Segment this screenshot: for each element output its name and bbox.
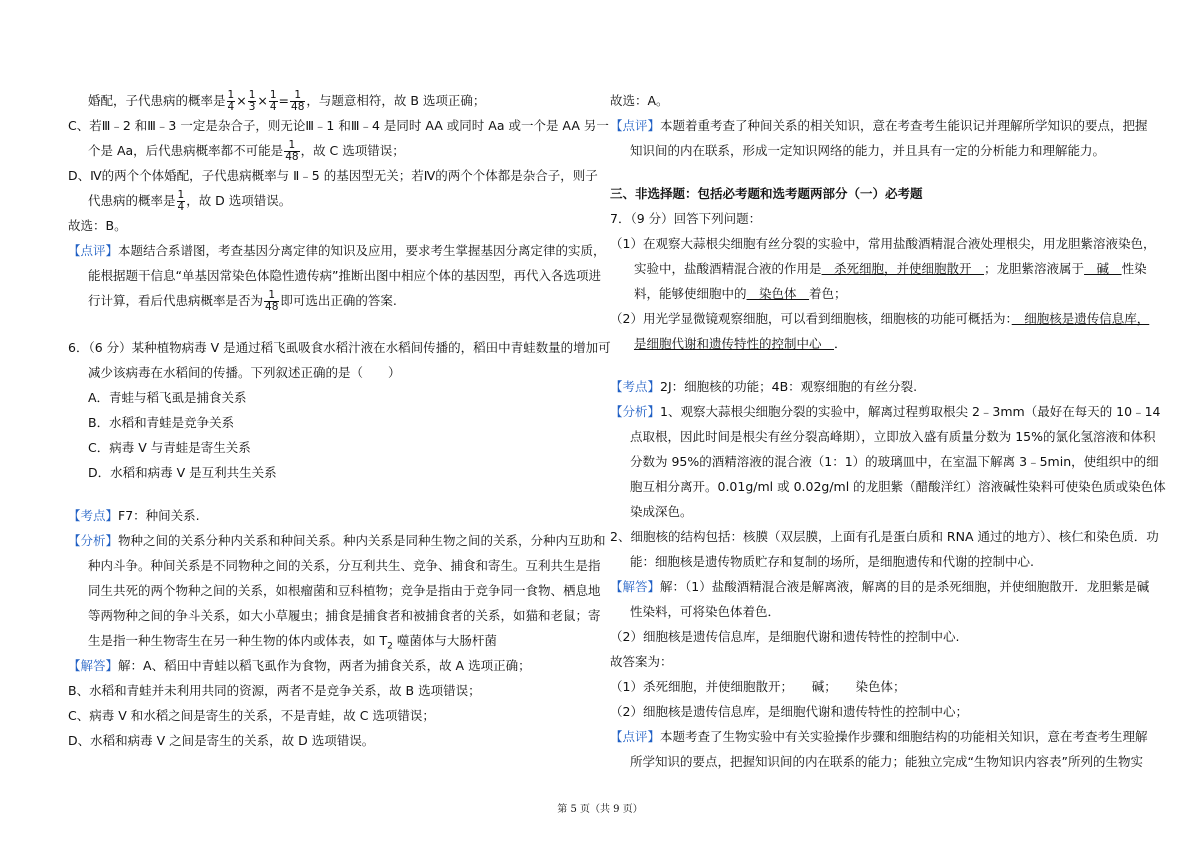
fraction (264, 290, 279, 313)
numerator: 1 (284, 140, 299, 152)
text: 即可选出正确的答案. (280, 293, 397, 308)
fraction (284, 140, 299, 163)
numerator: 1 (290, 90, 305, 102)
spacer (610, 356, 1132, 374)
fraction (227, 90, 236, 113)
option-b: B．水稻和青蛙是竞争关系 (88, 415, 235, 430)
solution-line-1 (68, 653, 586, 678)
solution-line-4: 故答案为： (610, 654, 673, 669)
analysis-line-4: 胞互相分离开。0.01g/ml 或 0.02g/ml 的龙胆紫（醋酸洋红）溶液碱性染料可使染色质或染色体 (630, 479, 1166, 494)
analysis-line-2: 种内斗争。种间关系是不同物种之间的关系，分互利共生、竞争、捕食和寄生。互利共生是指 (88, 558, 601, 573)
analysis-line-3: 分数为 95%的酒精溶液的混合液（1：1）的玻璃皿中，在室温下解离 3﹣5min，使组织中的细 (630, 454, 1159, 469)
knowledge-point (68, 503, 586, 528)
analysis-line-1 (610, 399, 1161, 424)
text: 生是指一种生物寄生在另一种生物的体内或体表，如 T (88, 633, 388, 648)
section-heading: 三、非选择题：包括必考题和选考题两部分（一）必考题 (610, 186, 923, 201)
question-7-1-line-3 (610, 281, 1132, 306)
solution-line-2: B、水稻和青蛙并未利用共同的资源，两者不是竞争关系，故 B 选项错误； (68, 683, 481, 698)
answer-choice: 故选：B。 (68, 218, 127, 233)
text: 个是 Aa，后代患病概率都不可能是 (88, 143, 284, 158)
denominator: 48 (265, 301, 279, 313)
text: 行计算，看后代患病概率是否为 (88, 293, 264, 308)
review-tag: 【点评】 (610, 729, 661, 744)
solution-line-2: 性染料，可将染色体着色． (630, 604, 781, 619)
text: 代患病的概率是 (88, 193, 176, 208)
right-column (610, 88, 1166, 774)
answer-blank: 细胞核是遗传信息库， (1011, 311, 1150, 326)
solution-tag: 【解答】 (68, 658, 119, 673)
spacer (68, 485, 586, 503)
text: 解：（1）盐酸酒精混合液是解离液，解离的目的是杀死细胞，并使细胞散开．龙胆紫是碱 (660, 579, 1150, 594)
question-6-line-1: 6．（6 分）某种植物病毒 V 是通过稻飞虱吸食水稻汁液在水稻间传播的，稻田中青蛙数量的增加可 (68, 340, 611, 355)
analysis-line-7: 能：细胞核是遗传物质贮存和复制的场所，是细胞遗传和代谢的控制中心. (630, 554, 1034, 569)
analysis-line-3: 同生共死的两个物种之间的关系，如根瘤菌和豆科植物；竞争是指由于竞争同一食物、栖息地 (88, 583, 601, 598)
review-tag: 【点评】 (68, 243, 119, 258)
analysis-line-6: 2、细胞核的结构包括：核膜（双层膜，上面有孔是蛋白质和 RNA 通过的地方）、核仁和染色质．功 (610, 529, 1159, 544)
times-sign: × (236, 93, 247, 108)
solution-line-3: C、病毒 V 和水稻之间是寄生的关系，不是青蛙，故 C 选项错误； (68, 708, 435, 723)
denominator: 4 (269, 101, 277, 113)
numerator: 1 (269, 89, 277, 101)
review-tag: 【点评】 (610, 118, 661, 133)
knowledge-point (610, 374, 1132, 399)
subscript: 2 (387, 641, 393, 652)
text: 本题着重考查了种间关系的相关知识，意在考查考生能识记并理解所学知识的要点，把握 (660, 118, 1148, 133)
option-a: A．青蛙与稻飞虱是捕食关系 (88, 390, 247, 405)
option-c: C．病毒 V 与青蛙是寄生关系 (88, 440, 251, 455)
question-7-2-line-1 (610, 306, 1150, 331)
fraction (269, 90, 278, 113)
answer-blank: 碱 (1084, 261, 1122, 276)
fraction (177, 190, 186, 213)
option-c-line-2 (68, 138, 586, 163)
question-7-2-line-2 (610, 331, 1132, 356)
denominator: 3 (248, 101, 256, 113)
text: ，故 D 选项错误。 (186, 193, 292, 208)
review-line-3 (68, 288, 586, 313)
question-6-line-2: 减少该病毒在水稻间的传播。下列叙述正确的是（ ） (88, 365, 401, 380)
spacer (68, 313, 586, 335)
text: ；龙胆紫溶液属于 (984, 261, 1085, 276)
numerator: 1 (227, 89, 235, 101)
option-d-line-1: D、Ⅳ的两个个体婚配，子代患病概率与 Ⅱ﹣5 的基因型无关；若Ⅳ的两个个体都是杂合子，则子 (68, 168, 598, 183)
solution-line-3: （2）细胞核是遗传信息库，是细胞代谢和遗传特性的控制中心. (610, 629, 960, 644)
times-sign: × (257, 93, 268, 108)
analysis-tag: 【分析】 (610, 404, 661, 419)
left-line-1 (68, 88, 586, 113)
analysis-line-2: 点取根，因此时间是根尖有丝分裂高峰期），立即放入盛有质量分数为 15%的氯化氢溶液和体积 (630, 429, 1156, 444)
review-line-1 (610, 113, 1148, 138)
solution-tag: 【解答】 (610, 579, 661, 594)
equals-sign: = (278, 93, 290, 108)
denominator: 4 (227, 101, 235, 113)
solution-line-5: （1）杀死细胞，并使细胞散开； 碱； 染色体； (610, 679, 906, 694)
text: （2）用光学显微镜观察细胞，可以看到细胞核，细胞核的功能可概括为： (610, 311, 1012, 326)
fraction (248, 90, 257, 113)
spacer (610, 163, 1132, 181)
answer-blank: 是细胞代谢和遗传特性的控制中心 (634, 336, 835, 351)
answer-blank: 杀死细胞，并使细胞散开 (821, 261, 985, 276)
text: ，与题意相符，故 B 选项正确； (306, 93, 486, 108)
text: 着色； (809, 286, 847, 301)
numerator: 1 (264, 290, 279, 302)
kp-tag: 【考点】 (610, 379, 661, 394)
question-7-1-line-1: （1）在观察大蒜根尖细胞有丝分裂的实验中，常用盐酸酒精混合液处理根尖，用龙胆紫溶液染色， (610, 236, 1156, 251)
question-7: 7．（9 分）回答下列问题： (610, 211, 762, 226)
option-d: D．水稻和病毒 V 是互利共生关系 (88, 465, 277, 480)
analysis-line-5: 染成深色。 (630, 504, 693, 519)
solution-line-1 (610, 574, 1150, 599)
text: 本题结合系谱图，考查基因分离定律的知识及应用，要求考生掌握基因分离定律的实质， (118, 243, 606, 258)
text: ，故 C 选项错误； (300, 143, 405, 158)
option-d-line-2 (68, 188, 586, 213)
text: 1、观察大蒜根尖细胞分裂的实验中，解离过程剪取根尖 2﹣3mm（最好在每天的 10﹣14 (660, 404, 1161, 419)
text: 性染 (1121, 261, 1147, 276)
text: F7：种间关系. (118, 508, 200, 523)
text: 2J：细胞核的功能；4B：观察细胞的有丝分裂. (660, 379, 918, 394)
kp-tag: 【考点】 (68, 508, 119, 523)
analysis-line-5 (68, 628, 586, 653)
question-7-1-line-2 (610, 256, 1147, 281)
analysis-tag: 【分析】 (68, 533, 119, 548)
fraction (290, 90, 305, 113)
denominator: 4 (177, 201, 185, 213)
text: ． (834, 336, 847, 351)
page-footer: 第 5 页（共 9 页） (557, 804, 643, 815)
option-c-line-1: C、若Ⅲ﹣2 和Ⅲ﹣3 一定是杂合子，则无论Ⅲ﹣1 和Ⅲ﹣4 是同时 AA 或同时 Aa 或一个是 AA 另一 (68, 118, 609, 133)
text: 实验中，盐酸酒精混合液的作用是 (634, 261, 822, 276)
review-line-b: 所学知识的要点，把握知识间的内在联系的能力；能独立完成“生物知识内容表”所列的生物实 (630, 754, 1143, 769)
solution-line-6: （2）细胞核是遗传信息库，是细胞代谢和遗传特性的控制中心； (610, 704, 968, 719)
review-line-2: 能根据题干信息“单基因常染色体隐性遗传病”推断出图中相应个体的基因型，再代入各选项进 (88, 268, 601, 283)
text: 解：A、稻田中青蛙以稻飞虱作为食物，两者为捕食关系，故 A 选项正确； (118, 658, 531, 673)
text: 料，能够使细胞中的 (634, 286, 747, 301)
analysis-line-4: 等两物种之间的争斗关系，如大小草履虫；捕食是捕食者和被捕食者的关系，如猫和老鼠；寄 (88, 608, 601, 623)
denominator: 48 (285, 151, 299, 163)
numerator: 1 (248, 89, 256, 101)
text: 本题考查了生物实验中有关实验操作步骤和细胞结构的功能相关知识，意在考查考生理解 (660, 729, 1148, 744)
text: 婚配，子代患病的概率是 (88, 93, 226, 108)
text: 噬菌体与大肠杆菌 (392, 633, 497, 648)
answer-choice: 故选：A。 (610, 93, 669, 108)
denominator: 48 (291, 101, 305, 113)
review-line-1 (68, 238, 606, 263)
solution-line-4: D、水稻和病毒 V 之间是寄生的关系，故 D 选项错误。 (68, 733, 375, 748)
review-line-a (610, 724, 1148, 749)
review-line-2: 知识间的内在联系，形成一定知识网络的能力，并且具有一定的分析能力和理解能力。 (630, 143, 1106, 158)
left-column (68, 88, 611, 753)
numerator: 1 (177, 189, 185, 201)
analysis-line-1 (68, 528, 606, 553)
text: 物种之间的关系分种内关系和种间关系。种内关系是同种生物之间的关系，分种内互助和 (118, 533, 606, 548)
answer-blank: 染色体 (746, 286, 810, 301)
